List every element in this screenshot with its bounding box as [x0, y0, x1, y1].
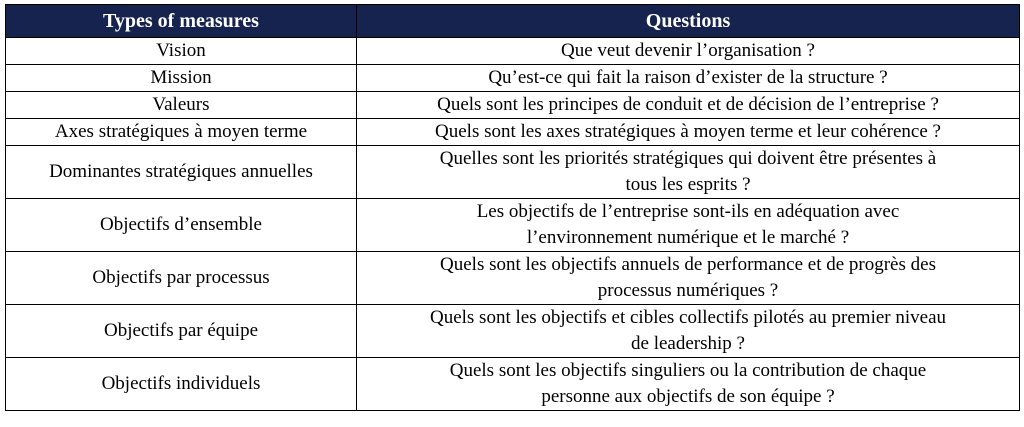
question-line: Quelles sont les priorités stratégiques qui doivent être présentes à	[439, 148, 937, 169]
table-row	[6, 65, 1020, 92]
table-row	[6, 199, 1020, 252]
question-line: Les objectifs de l’entreprise sont-ils en adéquation avec	[476, 201, 900, 222]
question-cell	[357, 252, 1020, 305]
table-row	[6, 146, 1020, 199]
measure-type-cell: Objectifs individuels	[6, 358, 357, 411]
table-row	[6, 358, 1020, 411]
measure-type-cell: Objectifs par équipe	[6, 305, 357, 358]
measure-type-cell: Axes stratégiques à moyen terme	[6, 119, 357, 146]
question-line: Quels sont les objectifs singuliers ou la contribution de chaque	[449, 360, 927, 381]
question-cell	[357, 199, 1020, 252]
question-line: Quels sont les objectifs et cibles collectifs pilotés au premier niveau	[429, 307, 946, 328]
measure-type-cell: Vision	[6, 38, 357, 65]
table-row	[6, 305, 1020, 358]
measure-type-cell: Objectifs d’ensemble	[6, 199, 357, 252]
question-line: tous les esprits ?	[625, 174, 751, 195]
header-types-of-measures: Types of measures	[6, 5, 357, 38]
measure-type-cell: Objectifs par processus	[6, 252, 357, 305]
table-row	[6, 38, 1020, 65]
question-cell	[357, 358, 1020, 411]
table-row	[6, 92, 1020, 119]
question-cell: Quels sont les principes de conduit et de décision de l’entreprise ?	[357, 92, 1020, 119]
question-line: Quels sont les objectifs annuels de performance et de progrès des	[440, 254, 936, 275]
table-header-row	[6, 5, 1020, 38]
measures-table-container	[5, 4, 1019, 411]
question-cell: Quels sont les axes stratégiques à moyen terme et leur cohérence ?	[357, 119, 1020, 146]
question-cell: Que veut devenir l’organisation ?	[357, 38, 1020, 65]
measures-table	[5, 4, 1020, 411]
question-cell: Qu’est-ce qui fait la raison d’exister de la structure ?	[357, 65, 1020, 92]
header-questions: Questions	[357, 5, 1020, 38]
question-cell	[357, 305, 1020, 358]
question-cell	[357, 146, 1020, 199]
measure-type-cell: Dominantes stratégiques annuelles	[6, 146, 357, 199]
question-line: personne aux objectifs de son équipe ?	[541, 386, 835, 407]
table-row	[6, 119, 1020, 146]
question-line: l’environnement numérique et le marché ?	[526, 227, 850, 248]
question-line: de leadership ?	[631, 333, 745, 354]
table-row	[6, 252, 1020, 305]
measure-type-cell: Mission	[6, 65, 357, 92]
measure-type-cell: Valeurs	[6, 92, 357, 119]
question-line: processus numériques ?	[597, 280, 779, 301]
